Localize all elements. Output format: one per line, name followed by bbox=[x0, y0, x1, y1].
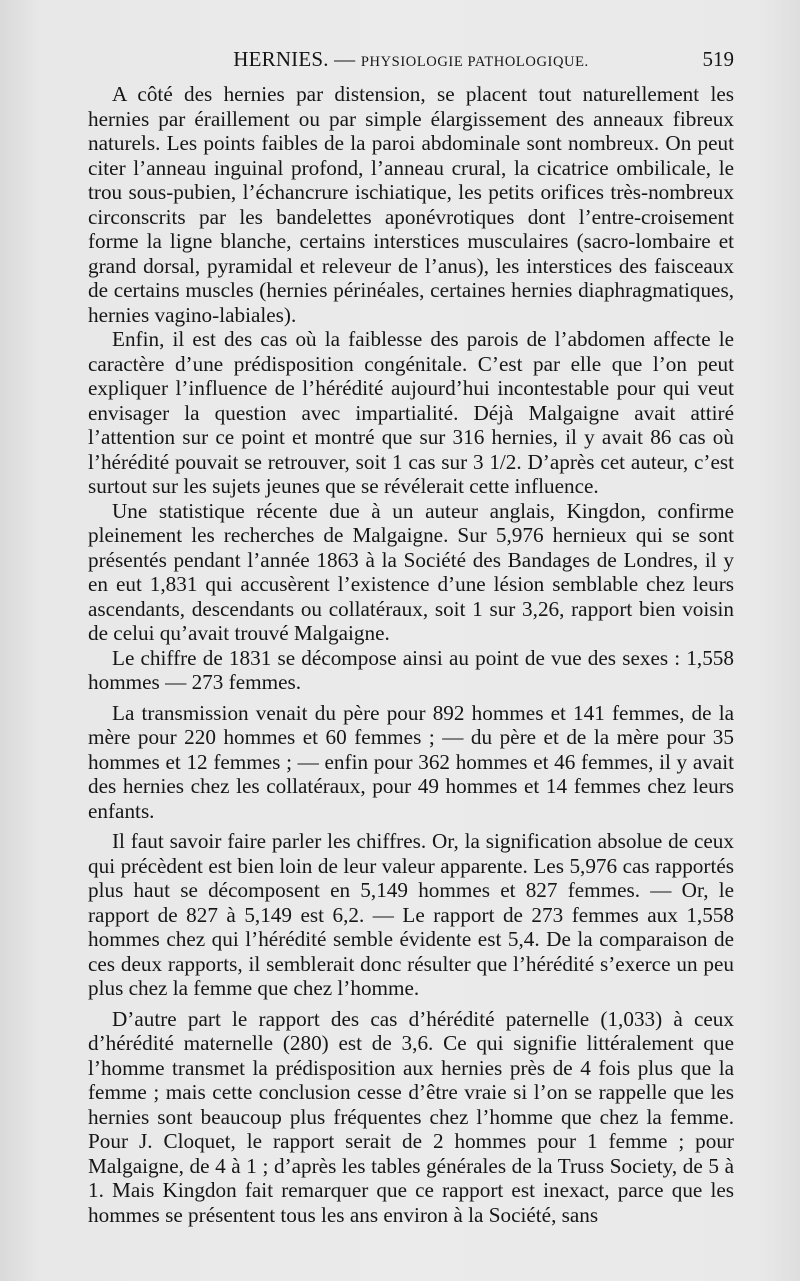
header-dash: — bbox=[328, 47, 361, 71]
body-text bbox=[88, 82, 734, 1227]
paragraph-3: Une statistique récente due à un auteur anglais, Kingdon, confirme pleinement les recherches de Malgaigne. Sur 5,976 hernieux qui se sont présentés pendant l’année 1863 à la Société des Bandages de Londres, il y en eut 1,831 qui accusèrent l’existence d’une lésion semblable chez leurs ascendants, descendants ou collatéraux, soit 1 sur 3,26, rapport bien voisin de celui qu’avait trouvé Malgaigne. bbox=[88, 498, 734, 645]
running-title bbox=[88, 47, 734, 72]
page-number: 519 bbox=[702, 47, 734, 71]
paragraph-4: Le chiffre de 1831 se décompose ainsi au point de vue des sexes : 1,558 hommes — 273 femmes. bbox=[88, 645, 734, 694]
paragraph-7: D’autre part le rapport des cas d’hérédité paternelle (1,033) à ceux d’hérédité maternelle (280) est de 3,6. Ce qui signifie littéralement que l’homme transmet la prédisposition aux hernies près de 4 fois plus que la femme ; mais cette conclusion cesse d’être vraie si l’on se rappelle que les hernies sont beaucoup plus fréquentes chez l’homme que chez la femme. Pour J. Cloquet, le rapport serait de 2 hommes pour 1 femme ; pour Malgaigne, de 4 à 1 ; d’après les tables générales de la Truss Society, de 5 à 1. Mais Kingdon fait remarquer que ce rapport est inexact, parce que les hommes se présentent tous les ans environ à la Société, sans bbox=[88, 1006, 734, 1227]
paragraph-5: La transmission venait du père pour 892 hommes et 141 femmes, de la mère pour 220 hommes et 60 femmes ; — du père et de la mère pour 35 hommes et 12 femmes ; — enfin pour 362 hommes et 46 femmes, il y avait des hernies chez les collatéraux, pour 49 hommes et 14 femmes chez leurs enfants. bbox=[88, 700, 734, 823]
paragraph-1: A côté des hernies par distension, se placent tout naturellement les hernies par éraillement ou par simple élargissement des anneaux fibreux naturels. Les points faibles de la paroi abdominale sont nombreux. On peut citer l’anneau inguinal profond, l’anneau crural, la cicatrice ombilicale, le trou sous-pubien, l’échancrure ischiatique, les petits orifices très-nombreux circonscrits par les bandelettes aponévrotiques dont l’entre-croisement forme la ligne blanche, certains interstices musculaires (sacro-lombaire et grand dorsal, pyramidal et releveur de l’anus), les interstices des faisceaux de certains muscles (hernies périnéales, certaines hernies diaphragmatiques, hernies vagino-labiales). bbox=[88, 82, 734, 327]
paragraph-2: Enfin, il est des cas où la faiblesse des parois de l’abdomen affecte le caractère d’une prédisposition congénitale. C’est par elle que l’on peut expliquer l’influence de l’hérédité aujourd’hui incontestable pour qui veut envisager la question avec impartialité. Déjà Malgaigne avait attiré l’attention sur ce point et montré que sur 316 hernies, il y avait 86 cas où l’hérédité pouvait se retrouver, soit 1 cas sur 3 1/2. D’après cet auteur, c’est surtout sur les sujets jeunes que se révélerait cette influence. bbox=[88, 327, 734, 498]
header-subtitle: PHYSIOLOGIE PATHOLOGIQUE. bbox=[360, 54, 589, 70]
paragraph-6: Il faut savoir faire parler les chiffres. Or, la signification absolue de ceux qui précèdent est bien loin de leur valeur apparente. Les 5,976 cas rapportés plus haut se décomposent en 5,149 hommes et 827 femmes. — Or, le rapport de 827 à 5,149 est 6,2. — Le rapport de 273 femmes aux 1,558 hommes chez qui l’hérédité semble évidente est 5,4. De la comparaison de ces deux rapports, il semblerait donc résulter que l’hérédité s’exerce un peu plus chez la femme que chez l’homme. bbox=[88, 829, 734, 1000]
running-header bbox=[88, 47, 734, 75]
header-title: HERNIES. bbox=[233, 47, 329, 71]
